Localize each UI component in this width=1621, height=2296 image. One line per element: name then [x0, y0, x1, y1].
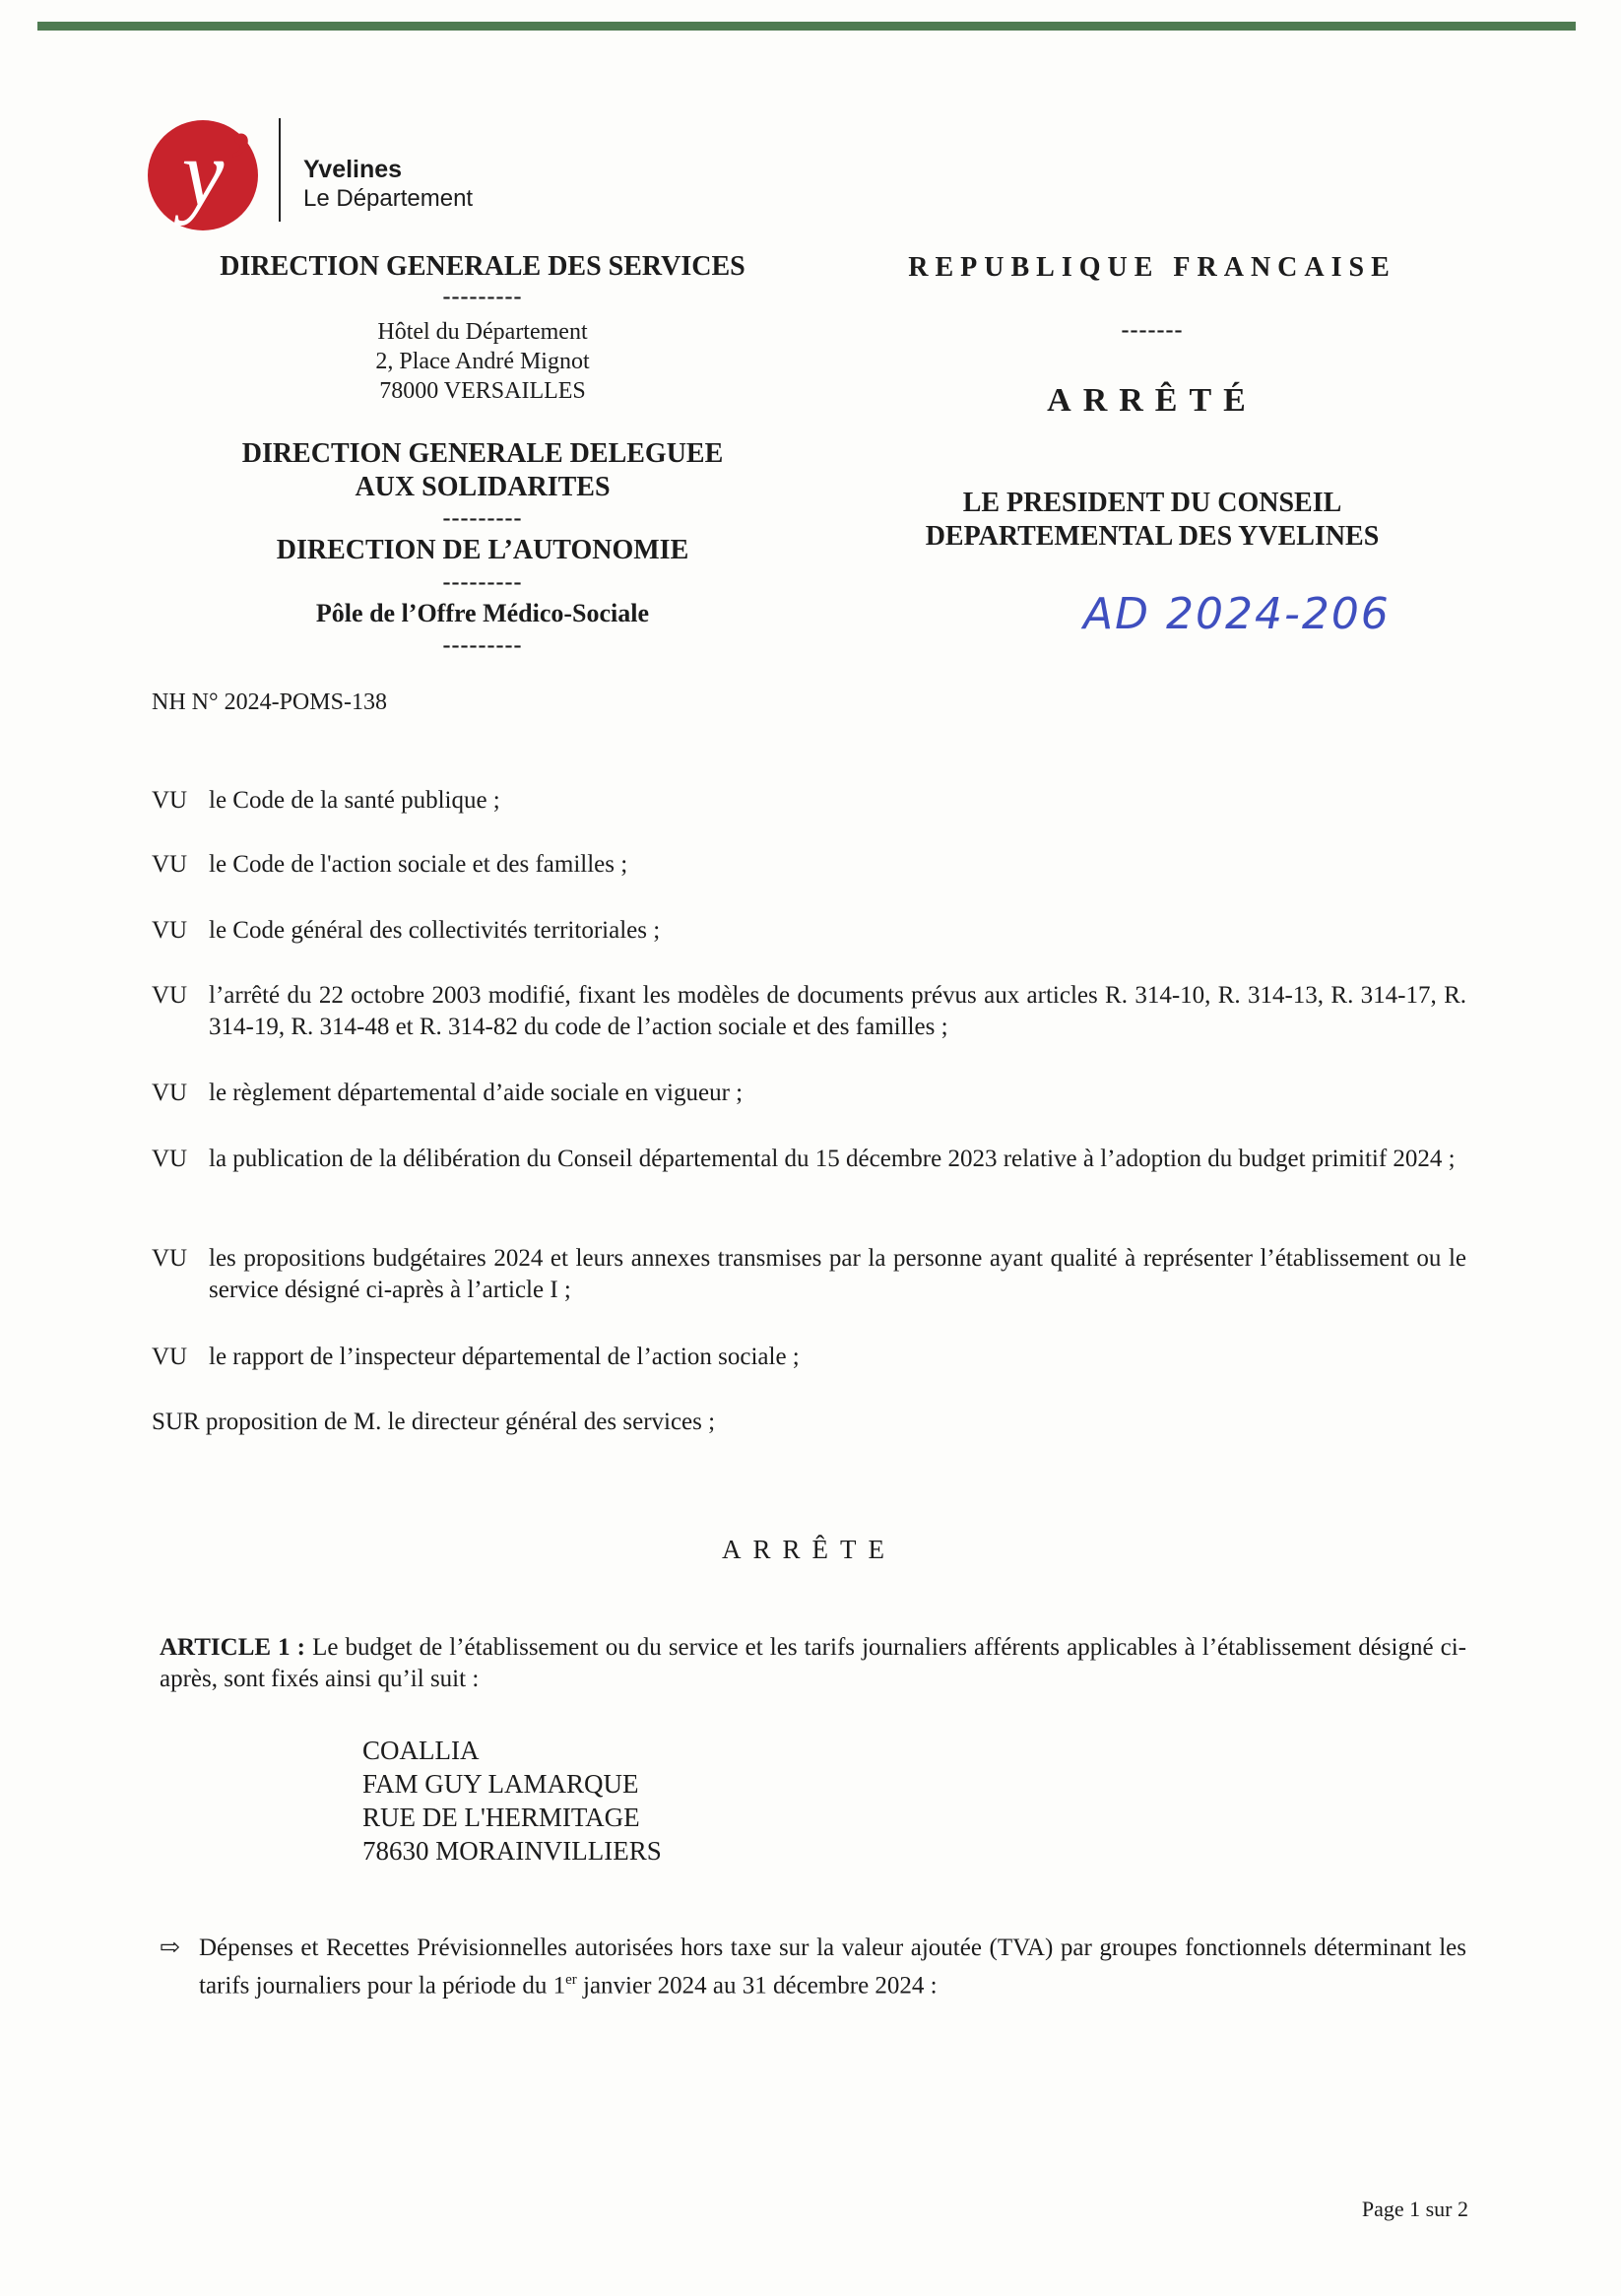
vu-text: le Code général des collectivités territoriales ; — [209, 917, 661, 944]
dgd-heading — [138, 437, 827, 504]
arrete-heading: ARRÊTE — [722, 1535, 896, 1564]
establishment-line: FAM GUY LAMARQUE — [362, 1769, 639, 1799]
address-line: 2, Place André Mignot — [375, 349, 590, 374]
logo-apostrophe: ’ — [225, 117, 251, 204]
establishment-block — [362, 1734, 662, 1868]
superscript: er — [565, 1972, 577, 1988]
vu-text: le Code de la santé publique ; — [209, 787, 500, 814]
depenses-paragraph — [160, 1933, 1466, 2001]
separator: ------- — [1121, 317, 1184, 343]
reference-number: NH N° 2024-POMS-138 — [152, 689, 387, 715]
separator: --------- — [442, 632, 523, 658]
vu-item — [152, 849, 1466, 881]
vu-item — [152, 1078, 1466, 1109]
vu-text: le Code de l'action sociale et des familles ; — [209, 851, 628, 878]
republique-heading: REPUBLIQUE FRANCAISE — [908, 252, 1396, 283]
vu-label: VU — [152, 982, 188, 1009]
page-number: Page 1 sur 2 — [1361, 2197, 1468, 2221]
vu-text: les propositions budgétaires 2024 et leurs annexes transmises par la personne ayant qualité à représenter l’établissement ou le service désigné ci-après à l’article I ; — [209, 1245, 1466, 1303]
president-line: LE PRESIDENT DU CONSEIL — [962, 488, 1342, 518]
logo-divider — [279, 118, 281, 222]
vu-label: VU — [152, 1344, 188, 1370]
separator: --------- — [442, 284, 523, 309]
vu-text: le rapport de l’inspecteur départemental de l’action sociale ; — [209, 1344, 800, 1370]
dgd-line: AUX SOLIDARITES — [355, 472, 611, 502]
address-line: 78000 VERSAILLES — [379, 378, 586, 404]
vu-item — [152, 915, 1466, 947]
vu-label: VU — [152, 1080, 188, 1106]
president-heading — [867, 487, 1438, 554]
separator: --------- — [442, 505, 523, 531]
vu-label: VU — [152, 851, 188, 878]
vu-item — [152, 1342, 1466, 1373]
depenses-text-b: janvier 2024 au 31 décembre 2024 : — [576, 1972, 938, 2000]
autonomie-heading: DIRECTION DE L’AUTONOMIE — [276, 535, 689, 565]
vu-label: VU — [152, 1146, 188, 1172]
address-line: Hôtel du Département — [377, 319, 588, 345]
logo-letter: y — [181, 120, 225, 226]
arrow-icon: ⇨ — [160, 1935, 180, 1961]
vu-item — [152, 980, 1466, 1043]
arrete-title: ARRÊTÉ — [1047, 382, 1258, 419]
establishment-line: RUE DE L'HERMITAGE — [362, 1803, 640, 1832]
vu-item — [152, 785, 1466, 817]
logo-title: Yvelines — [303, 156, 403, 183]
dgs-heading: DIRECTION GENERALE DES SERVICES — [220, 251, 746, 282]
depenses-text-a: Dépenses et Recettes Prévisionnelles autorisées hors taxe sur la valeur ajoutée (TVA) par groupes fonctionnels déterminant les tarifs journaliers pour la période du 1 — [199, 1935, 1466, 2000]
vu-label: VU — [152, 1245, 188, 1272]
address-block — [138, 317, 827, 406]
depenses-text — [160, 1933, 1466, 2001]
handwritten-reference: AD 2024-206 — [1083, 589, 1391, 639]
vu-label: VU — [152, 917, 188, 944]
vu-item — [152, 1407, 1466, 1438]
logo-subtitle: Le Département — [303, 185, 474, 212]
establishment-line: COALLIA — [362, 1736, 480, 1765]
article-text: Le budget de l’établissement ou du service et les tarifs journaliers afférents applicables à l’établissement désigné ci-après, sont fixés ainsi qu’il suit : — [160, 1634, 1466, 1692]
establishment-line: 78630 MORAINVILLIERS — [362, 1836, 662, 1866]
vu-text: l’arrêté du 22 octobre 2003 modifié, fixant les modèles de documents prévus aux articles R. 314-10, R. 314-13, R. 314-17, R. 314-19, R. 314-48 et R. 314-82 du code de l’action sociale et des familles ; — [209, 982, 1466, 1040]
pole-heading: Pôle de l’Offre Médico-Sociale — [315, 599, 650, 627]
sur-label: SUR — [152, 1409, 200, 1435]
vu-text: la publication de la délibération du Conseil départemental du 15 décembre 2023 relative à l’adoption du budget primitif 2024 ; — [209, 1146, 1456, 1172]
article-1 — [160, 1632, 1466, 1695]
article-label: ARTICLE 1 : — [160, 1634, 305, 1661]
vu-item — [152, 1243, 1466, 1306]
vu-text: proposition de M. le directeur général des services ; — [205, 1409, 716, 1435]
vu-item — [152, 1144, 1466, 1175]
top-color-bar — [37, 22, 1576, 31]
president-line: DEPARTEMENTAL DES YVELINES — [925, 521, 1380, 552]
vu-text: le règlement départemental d’aide sociale en vigueur ; — [209, 1080, 744, 1106]
vu-label: VU — [152, 787, 188, 814]
separator: --------- — [442, 569, 523, 595]
dgd-line: DIRECTION GENERALE DELEGUEE — [241, 438, 724, 469]
